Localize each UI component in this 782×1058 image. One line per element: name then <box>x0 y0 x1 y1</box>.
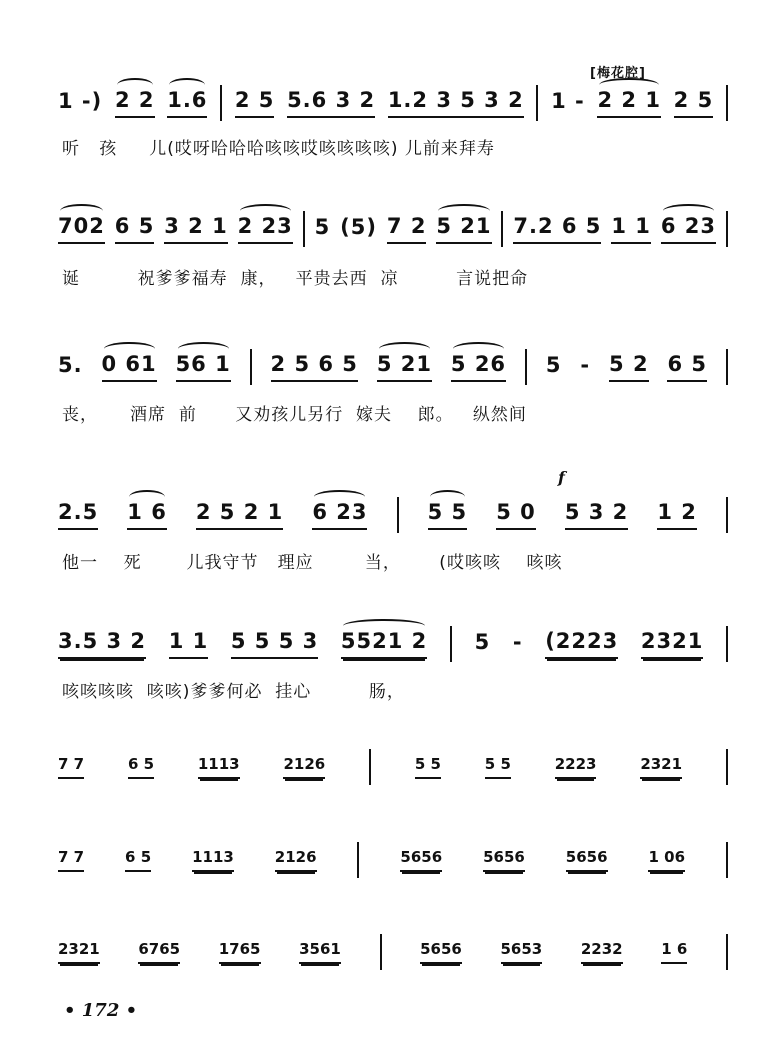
notation-line <box>58 350 728 384</box>
note-group: 2232 <box>581 940 623 964</box>
note-group: 5 <box>314 215 331 239</box>
note-group: 1 06 <box>648 848 685 872</box>
slur-mark <box>379 342 430 356</box>
note-group: 3561 <box>299 940 341 964</box>
lyrics-line: 听 孩 儿(哎呀哈哈哈咳咳哎咳咳咳咳) 儿前来拜寿 <box>62 139 495 159</box>
barline <box>397 497 399 533</box>
slur-mark <box>663 204 714 218</box>
note-group: 5 3 2 <box>565 500 628 530</box>
tune-marker: [梅花腔] <box>590 66 646 81</box>
barline <box>726 934 728 970</box>
note-group: 5 21 <box>436 214 491 244</box>
note-group: 6 5 <box>125 848 151 872</box>
note-group: 6 23 <box>312 500 367 530</box>
slur-mark <box>169 78 205 92</box>
barline <box>525 349 527 385</box>
barline <box>369 749 371 785</box>
note-group: 2321 <box>641 629 703 659</box>
note-group: 5656 <box>420 940 462 964</box>
note-group: 1 -) <box>58 89 103 113</box>
note-group: 1 6 <box>127 500 167 530</box>
note-group: 1 1 <box>611 214 651 244</box>
note-group: 2126 <box>275 848 317 872</box>
note-group: 5656 <box>483 848 525 872</box>
note-group: 7 2 <box>387 214 427 244</box>
lyrics-line: 诞 祝爹爹福寿 康， 平贵去西 凉 言说把命 <box>62 269 529 289</box>
barline <box>250 349 252 385</box>
page-number: • 172 • <box>64 1000 138 1021</box>
note-group: 1113 <box>198 755 240 779</box>
note-group: 1 2 <box>657 500 697 530</box>
notation-line <box>58 498 728 532</box>
note-group: - <box>512 630 523 654</box>
barline <box>536 85 538 121</box>
note-group: 2 23 <box>238 214 293 244</box>
note-group: 5 5 5 3 <box>231 629 318 659</box>
slur-mark <box>129 490 165 504</box>
note-group: 5 0 <box>496 500 536 530</box>
slur-mark <box>240 204 291 218</box>
note-group: - <box>580 353 591 377</box>
note-group: 5 26 <box>451 352 506 382</box>
note-group: 6 5 <box>667 352 707 382</box>
slur-mark <box>178 342 229 356</box>
note-group: 3 2 1 <box>164 214 227 244</box>
notation-line <box>58 86 728 120</box>
barline <box>303 211 305 247</box>
note-group: 5.6 3 2 <box>287 88 375 118</box>
slur-mark <box>438 204 489 218</box>
barline <box>220 85 222 121</box>
note-group: 2 5 2 1 <box>196 500 283 530</box>
barline <box>726 626 728 662</box>
note-group: 2 2 1 <box>597 88 660 118</box>
barline <box>357 842 359 878</box>
slur-mark <box>599 78 658 92</box>
slur-mark <box>453 342 504 356</box>
note-group: 2223 <box>555 755 597 779</box>
slur-mark <box>60 204 103 218</box>
slur-mark <box>117 78 153 92</box>
barline <box>726 349 728 385</box>
barline <box>726 85 728 121</box>
note-group: 5 5 <box>415 755 441 779</box>
note-group: 1 - <box>551 89 585 113</box>
note-group: 7 7 <box>58 755 84 779</box>
note-group: (5) <box>340 215 377 239</box>
note-group: 5 5 <box>485 755 511 779</box>
lyrics-line: 咳咳咳咳 咳咳)爹爹何必 挂心 肠， <box>62 682 405 702</box>
note-group: 5521 2 <box>341 629 427 659</box>
note-group: 7 7 <box>58 848 84 872</box>
note-group: 2 5 <box>674 88 714 118</box>
lyrics-line: 他一 死 儿我守节 理应 当， (哎咳咳 咳咳 <box>62 553 563 573</box>
note-group: 2126 <box>283 755 325 779</box>
note-group: 5656 <box>566 848 608 872</box>
barline <box>726 842 728 878</box>
note-group: 6765 <box>138 940 180 964</box>
notation-line <box>58 935 728 969</box>
barline <box>726 497 728 533</box>
note-group: 2321 <box>640 755 682 779</box>
note-group: 2 5 6 5 <box>271 352 358 382</box>
dynamic-marking: f <box>558 468 565 487</box>
slur-mark <box>314 490 365 504</box>
note-group: 702 <box>58 214 105 244</box>
barline <box>380 934 382 970</box>
note-group: 1113 <box>192 848 234 872</box>
note-group: 3.5 3 2 <box>58 629 146 659</box>
barline <box>450 626 452 662</box>
slur-mark <box>343 619 425 633</box>
note-group: 5 5 <box>428 500 468 530</box>
note-group: 2 2 <box>115 88 155 118</box>
notation-line <box>58 750 728 784</box>
note-group: 1 6 <box>661 940 687 964</box>
note-group: 1 1 <box>169 629 209 659</box>
note-group: 5 2 <box>609 352 649 382</box>
note-group: 1765 <box>219 940 261 964</box>
note-group: 2 5 <box>235 88 275 118</box>
note-group: 1.2 3 5 3 2 <box>388 88 524 118</box>
notation-line <box>58 843 728 877</box>
notation-line <box>58 212 728 246</box>
barline <box>501 211 503 247</box>
barline <box>726 749 728 785</box>
note-group: 5. <box>58 353 83 377</box>
note-group: (2223 <box>545 629 618 659</box>
note-group: 6 5 <box>128 755 154 779</box>
slur-mark <box>430 490 466 504</box>
note-group: 5 <box>474 630 491 654</box>
note-group: 2.5 <box>58 500 98 530</box>
slur-mark <box>104 342 155 356</box>
note-group: 5 21 <box>377 352 432 382</box>
note-group: 5656 <box>400 848 442 872</box>
barline <box>726 211 728 247</box>
note-group: 5 <box>545 353 562 377</box>
note-group: 56 1 <box>176 352 231 382</box>
note-group: 2321 <box>58 940 100 964</box>
note-group: 0 61 <box>102 352 157 382</box>
lyrics-line: 丧， 酒席 前 又劝孩儿另行 嫁夫 郎。 纵然间 <box>62 405 527 425</box>
note-group: 6 23 <box>661 214 716 244</box>
notation-line <box>58 627 728 661</box>
note-group: 7.2 6 5 <box>513 214 601 244</box>
note-group: 6 5 <box>115 214 155 244</box>
note-group: 1.6 <box>167 88 207 118</box>
note-group: 5653 <box>501 940 543 964</box>
